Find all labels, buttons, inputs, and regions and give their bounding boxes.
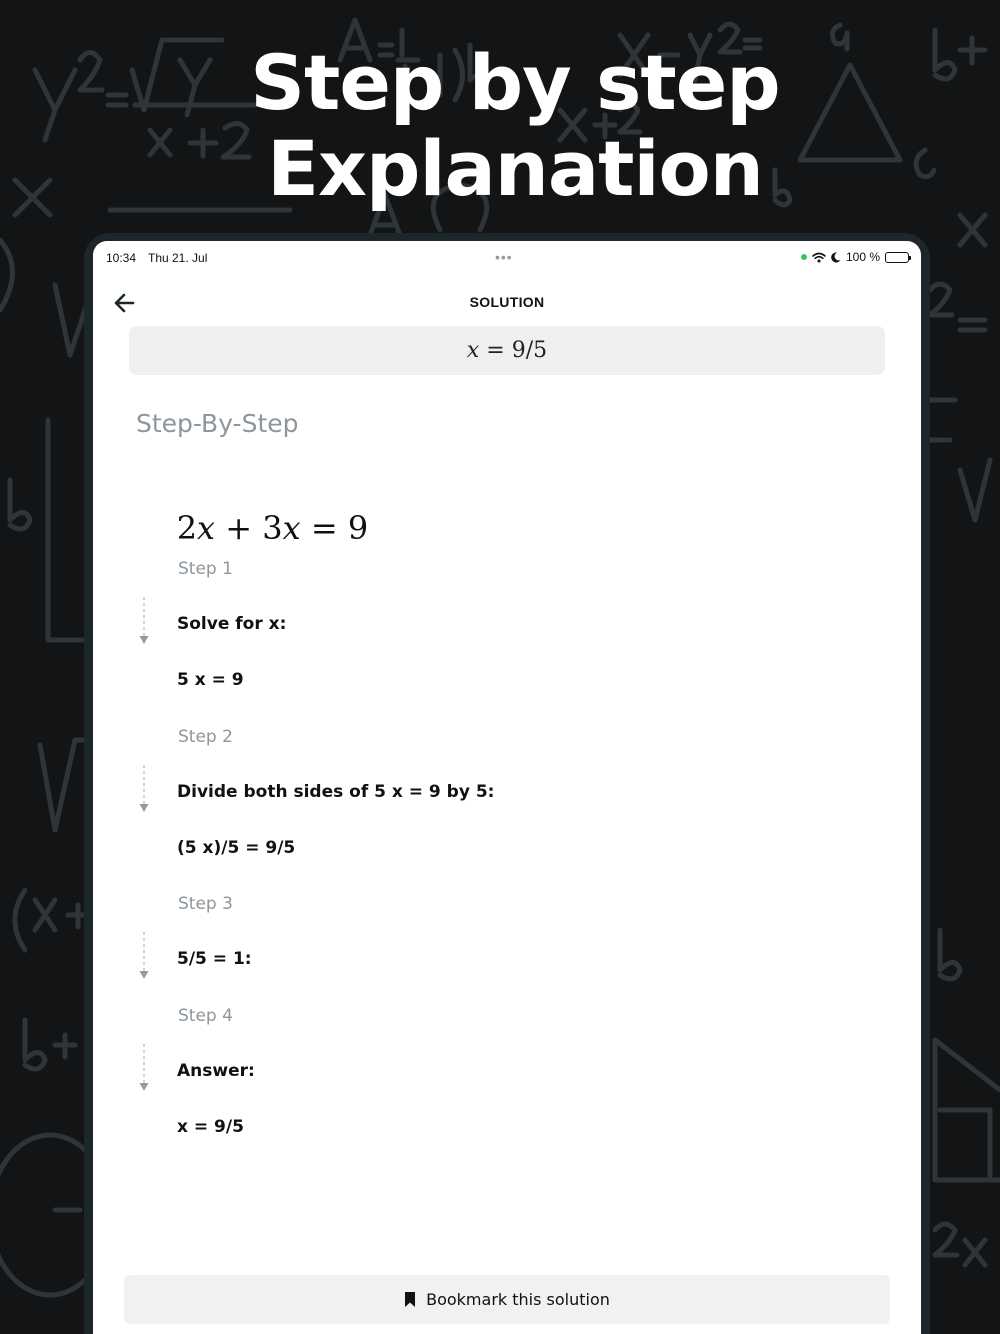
step-arrow-icon <box>137 765 151 815</box>
hero-line-1: Step by step <box>250 38 780 127</box>
wifi-icon <box>812 252 826 263</box>
answer-result <box>129 326 885 375</box>
step-text: x = 9/5 <box>177 1117 244 1137</box>
step-arrow-icon <box>137 597 151 647</box>
bookmark-icon <box>404 1291 416 1308</box>
answer-value: = 9/5 <box>479 338 548 363</box>
section-heading: Step-By-Step <box>136 409 299 438</box>
step-arrow-icon <box>137 932 151 982</box>
equation-var-1: x <box>197 509 216 547</box>
step-label: Step 2 <box>178 727 233 747</box>
bookmark-label: Bookmark this solution <box>426 1290 610 1309</box>
status-date: Thu 21. Jul <box>148 251 208 265</box>
status-indicators <box>801 250 909 264</box>
page-title: SOLUTION <box>469 294 545 310</box>
hero-headline <box>0 40 1000 212</box>
status-bar <box>93 241 921 275</box>
step-text: Answer: <box>177 1061 255 1081</box>
problem-equation <box>136 471 368 585</box>
hero-line-2: Explanation <box>267 124 763 213</box>
status-time: 10:34 <box>106 251 137 265</box>
step-text: (5 x)/5 = 9/5 <box>177 838 296 858</box>
app-screen <box>93 241 921 1334</box>
step-text: Divide both sides of 5 x = 9 by 5: <box>177 782 495 802</box>
step-text: 5/5 = 1: <box>177 949 252 969</box>
step-text: 5 x = 9 <box>177 670 244 690</box>
battery-icon <box>885 252 909 263</box>
equation-middle: + 3 <box>215 509 283 547</box>
bookmark-button[interactable] <box>124 1275 890 1324</box>
moon-icon <box>831 252 841 263</box>
step-label: Step 3 <box>178 894 233 914</box>
equation-rhs: = 9 <box>300 509 369 547</box>
step-arrow-icon <box>137 1044 151 1094</box>
multitasking-dots-icon[interactable]: ••• <box>495 249 513 265</box>
step-text: Solve for x: <box>177 614 287 634</box>
answer-variable: x <box>466 338 480 363</box>
step-label: Step 4 <box>178 1006 233 1026</box>
step-label: Step 1 <box>178 559 233 579</box>
camera-indicator-icon <box>801 254 807 260</box>
navigation-bar <box>93 285 921 321</box>
equation-coef-1: 2 <box>176 509 198 547</box>
equation-var-2: x <box>282 509 301 547</box>
battery-percent: 100 % <box>845 250 880 264</box>
